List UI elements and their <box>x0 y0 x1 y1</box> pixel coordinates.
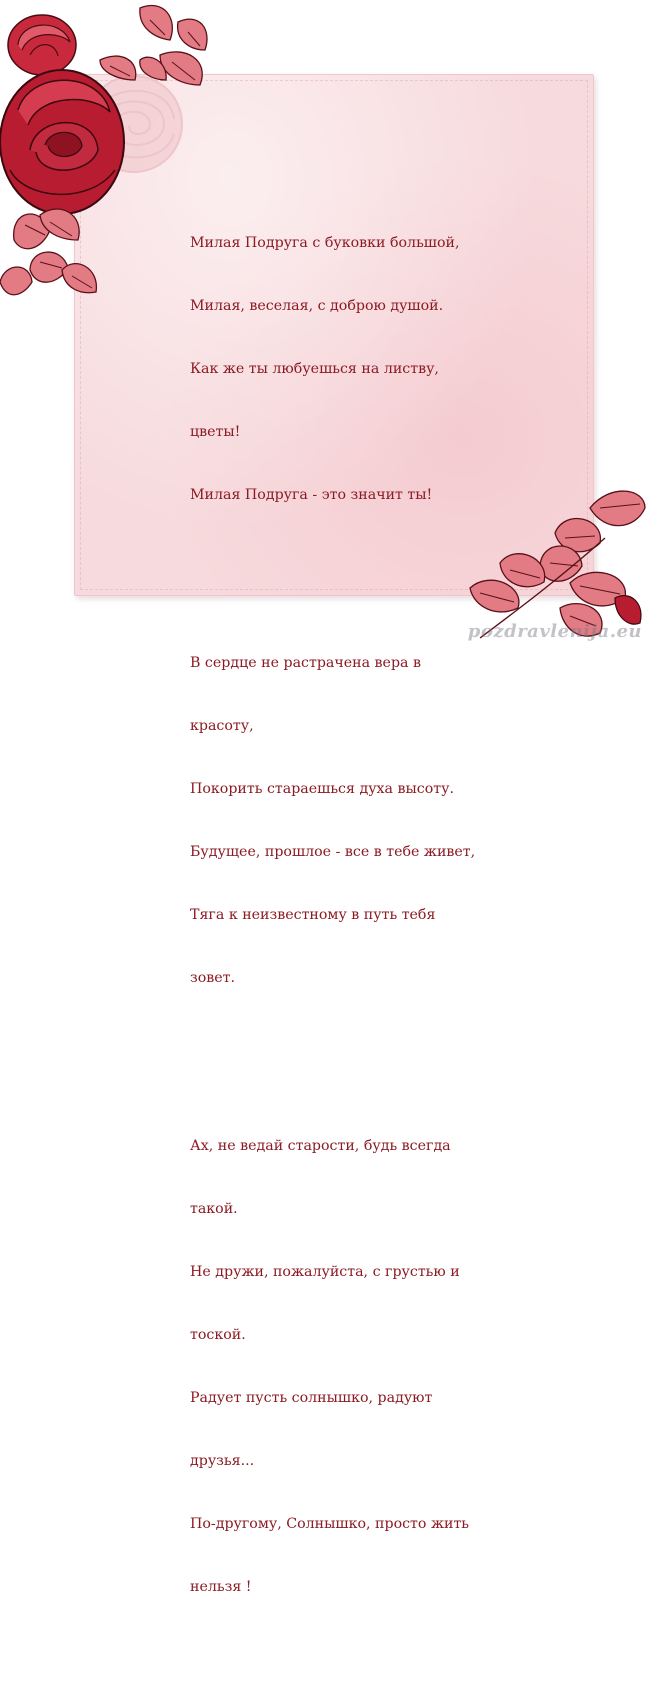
poem-line: зовет. <box>190 970 236 986</box>
poem-line: В сердце не растрачена вера в <box>190 655 421 671</box>
poem-stanza <box>190 611 510 1031</box>
poem-line: Радует пусть солнышко, радуют <box>190 1390 433 1406</box>
poem-line: цветы! <box>190 424 241 440</box>
rose-bud-icon <box>8 15 76 75</box>
poem-line: Милая Подруга с буковки большой, <box>190 235 460 251</box>
poem-line: Покорить стараешься духа высоту. <box>190 781 454 797</box>
poem-stanza <box>190 1094 510 1640</box>
rose-flower-icon <box>0 70 124 214</box>
poem-line: Будущее, прошлое - все в тебе живет, <box>190 844 476 860</box>
poem-line: По-другому, Солнышко, просто жить <box>190 1516 470 1532</box>
watermark: pozdravlenija.eu <box>467 621 642 642</box>
leaf-icon <box>100 6 207 85</box>
poem-line: Милая Подруга - это значит ты! <box>190 487 433 503</box>
poem-line: такой. <box>190 1201 238 1217</box>
poem-stanza <box>190 191 510 548</box>
poem-line: Как же ты любуешься на листву, <box>190 361 439 377</box>
poem-line: красоту, <box>190 718 254 734</box>
poem-line: тоской. <box>190 1327 246 1343</box>
poem-line: Ах, не ведай старости, будь всегда <box>190 1138 451 1154</box>
poem <box>190 149 510 1682</box>
poem-line: нельзя ! <box>190 1579 252 1595</box>
poem-line: Не дружи, пожалуйста, с грустью и <box>190 1264 460 1280</box>
poem-line: друзья... <box>190 1453 255 1469</box>
poem-line: Милая, веселая, с доброю душой. <box>190 298 444 314</box>
rose-cluster-top-left <box>0 0 220 310</box>
poem-line: Тяга к неизвестному в путь тебя <box>190 907 436 923</box>
